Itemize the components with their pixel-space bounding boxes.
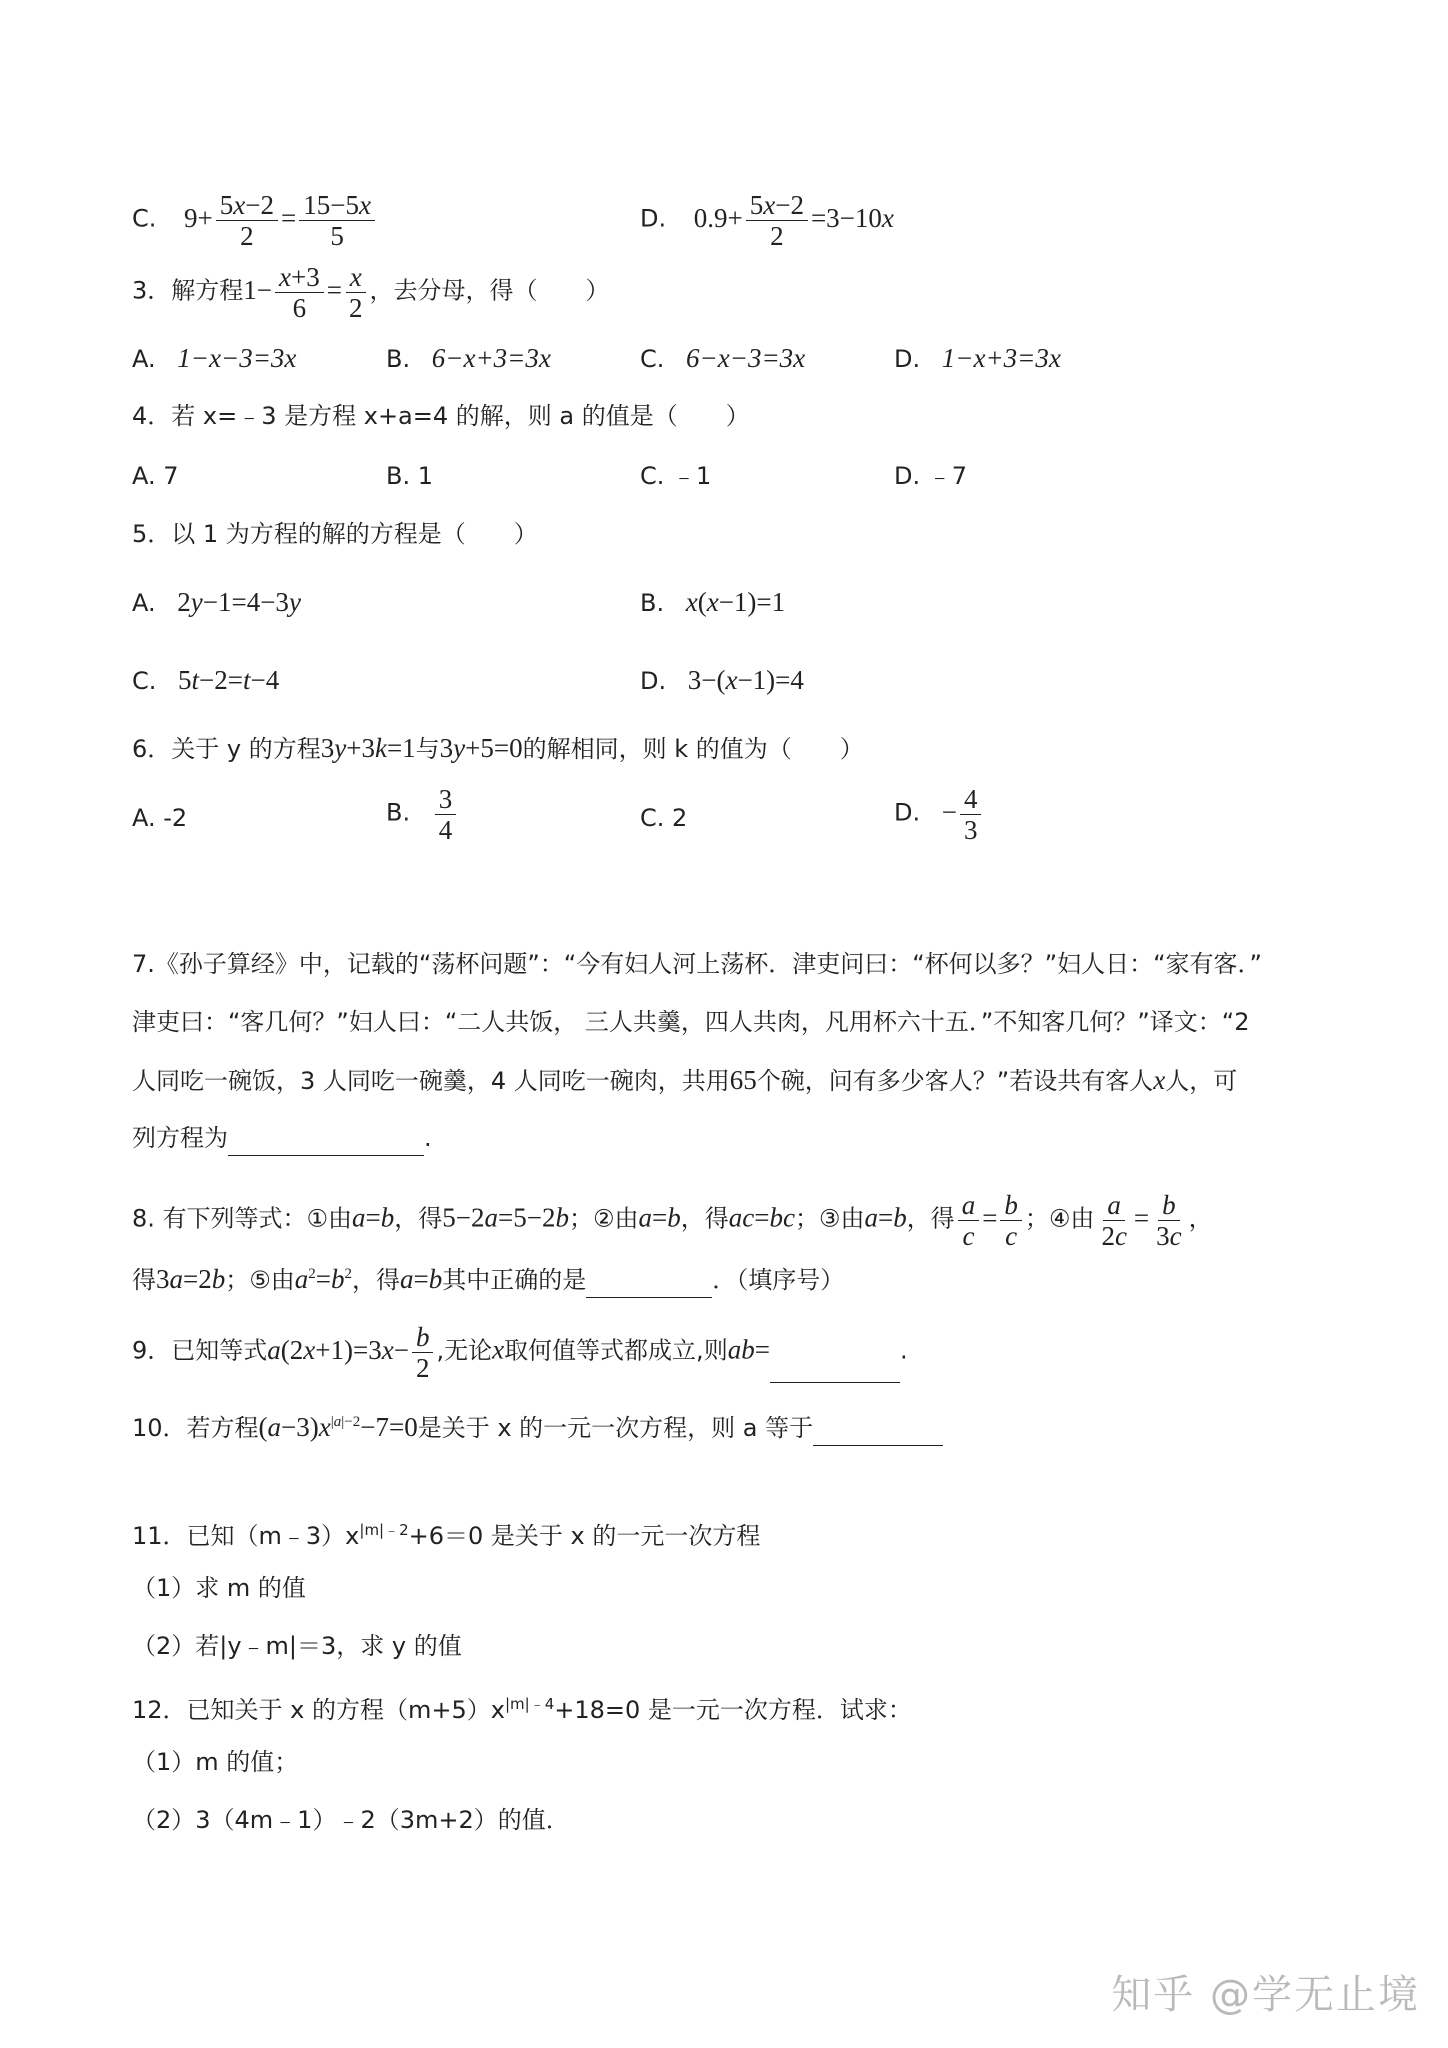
q4-option-d: D. ﹣7	[894, 462, 968, 490]
q6-option-d: D. − $\frac{4}{3}$	[894, 784, 984, 845]
q2-option-c: C. 9+ $\frac{5x-2}{2}$ = $\frac{15-5x}{5}$	[132, 190, 378, 251]
q7-answer-blank[interactable]	[228, 1127, 424, 1156]
q7-line2: 津吏曰：“客几何？”妇人曰：“二人共饭， 三人共羹，四人共肉，凡用杯六十五．”不知客几何？”译文：“2	[132, 1008, 1250, 1036]
q4-stem: 4．若 x=﹣3 是方程 x+a=4 的解，则 a 的值是（ ）	[132, 402, 750, 430]
q2-d-formula: 0.9+ $\frac{5x-2}{2}$ =3−10x	[693, 190, 894, 251]
q8-answer-blank[interactable]	[586, 1269, 712, 1298]
q10-answer-blank[interactable]	[813, 1417, 943, 1446]
q9-line: 9．已知等式a(2x+1)=3x− $\frac{b}{2}$ ,无论x取何值等式都成立,则ab= .	[132, 1322, 908, 1383]
q3-stem: 3．解方程1− $\frac{x+3}{6}$ = $\frac{x}{2}$ ，去分母，得（ ）	[132, 262, 610, 323]
q6-option-b: B. $\frac{3}{4}$	[386, 784, 459, 845]
q2-c-formula: 9+ $\frac{5x-2}{2}$ = $\frac{15-5x}{5}$	[184, 203, 378, 233]
q3-option-a: A. 1−x−3=3x	[132, 343, 297, 373]
q5-option-c: C. 5t−2=t−4	[132, 665, 280, 695]
q7-line1: 7.《孙子算经》中，记载的“荡杯问题”：“今有妇人河上荡杯．津吏问曰：“杯何以多？”妇人日：“家有客．”	[132, 950, 1262, 978]
watermark: 知乎 @学无止境	[1111, 1972, 1420, 2018]
q3-option-b: B. 6−x+3=3x	[386, 343, 551, 373]
q6-option-a: A. -2	[132, 804, 188, 832]
q3-option-d: D. 1−x+3=3x	[894, 343, 1061, 373]
q4-option-c: C. ﹣1	[640, 462, 712, 490]
q5-option-b: B. x(x−1)=1	[640, 587, 786, 617]
q2-option-d: D. 0.9+ $\frac{5x-2}{2}$ =3−10x	[640, 190, 894, 251]
q4-option-a: A. 7	[132, 462, 179, 490]
q12-part1: （1）m 的值；	[132, 1748, 299, 1776]
q8-line2: 得3a=2b；⑤由$a^2=b^2$，得a=b其中正确的是 ．（填序号）	[132, 1256, 844, 1298]
q12-stem: 12．已知关于 x 的方程$(m+5)x^{|m|﹣4}+18=0$ 是一元一次方程．试求：	[132, 1695, 912, 1724]
q6-stem: 6．关于 y 的方程3y+3k=1与3y+5=0的解相同，则 k 的值为（ ）	[132, 733, 864, 763]
q12-part2: （2）3（4m﹣1）﹣2（3m+2）的值．	[132, 1806, 570, 1834]
q11-part2: （2）若|y﹣m|＝3，求 y 的值	[132, 1632, 462, 1660]
q11-part1: （1）求 m 的值	[132, 1574, 306, 1602]
q9-answer-blank[interactable]	[770, 1354, 900, 1383]
q8-line1: 8. 有下列等式：①由a=b，得5−2a=5−2b；②由a=b，得ac=bc；③由a=b，得 $\frac{a}{c}$ = $\frac{b}{c}$ ；④由 $\frac{a}{2c}$ = $\frac{b}{3c}$ ，	[132, 1190, 1213, 1251]
q10-line: 10．若方程$(a-3)x^{|a|-2}-7=0$是关于 x 的一元一次方程，则 a 等于	[132, 1404, 943, 1446]
q3-option-c: C. 6−x−3=3x	[640, 343, 806, 373]
q7-line3: 人同吃一碗饭，3 人同吃一碗羹，4 人同吃一碗肉，共用65个碗，问有多少客人？”若设共有客人x人，可	[132, 1065, 1238, 1095]
q5-option-a: A. 2y−1=4−3y	[132, 587, 301, 617]
q3-formula: 1− $\frac{x+3}{6}$ = $\frac{x}{2}$	[243, 275, 369, 305]
q6-option-c: C. 2	[640, 804, 688, 832]
q7-line4: 列方程为 .	[132, 1120, 432, 1156]
q4-option-b: B. 1	[386, 462, 433, 490]
q5-stem: 5．以 1 为方程的解的方程是（ ）	[132, 520, 538, 548]
q5-option-d: D. 3−(x−1)=4	[640, 665, 804, 695]
q11-stem: 11．已知$(m﹣3)x^{|m|﹣2}+6=0$ 是关于 x 的一元一次方程	[132, 1521, 761, 1550]
